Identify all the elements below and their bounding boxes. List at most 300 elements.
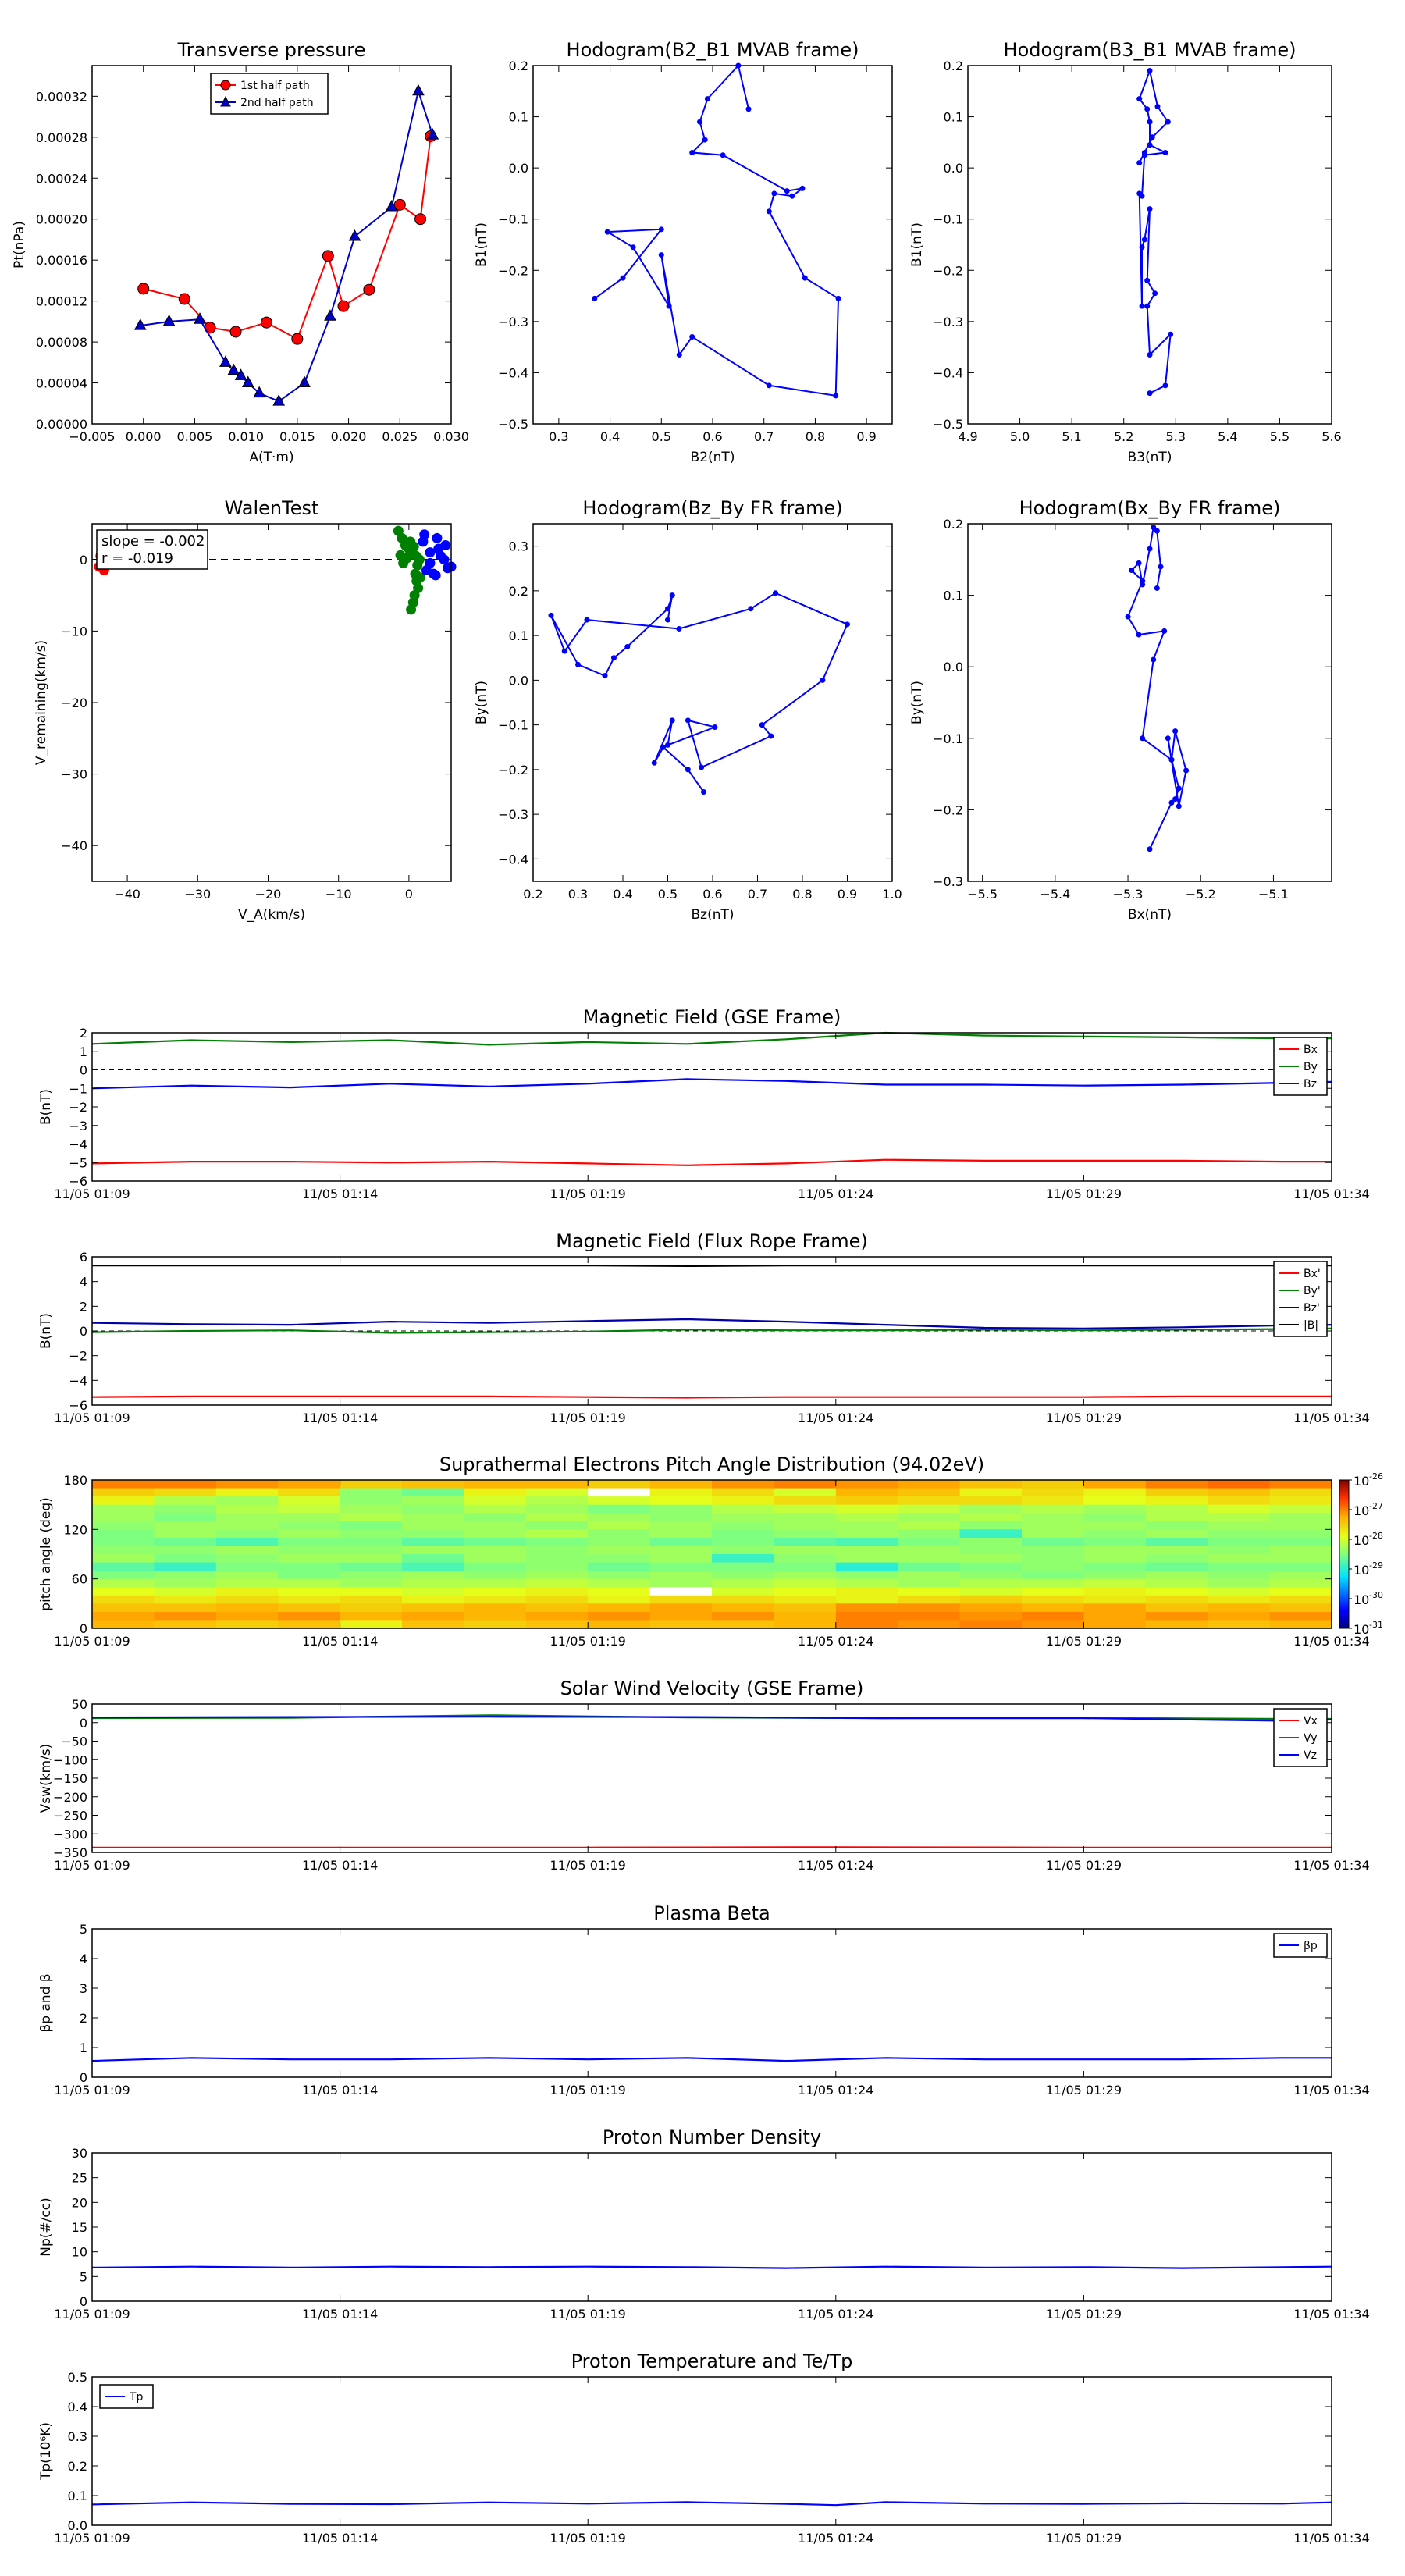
heatmap-cell xyxy=(402,1529,464,1538)
axes-frame xyxy=(92,524,451,881)
heatmap-cell xyxy=(92,1521,155,1530)
heatmap-cell xyxy=(588,1603,650,1612)
scatter-point xyxy=(413,583,423,593)
y-axis-label: Pt(nPa) xyxy=(12,221,27,269)
heatmap-cell xyxy=(1208,1587,1270,1596)
heatmap-cell xyxy=(464,1579,526,1588)
data-point xyxy=(338,301,349,311)
x-tick-label: 5.3 xyxy=(1165,429,1186,444)
heatmap-cell xyxy=(278,1620,340,1628)
heatmap-cell xyxy=(960,1538,1023,1546)
heatmap-cell xyxy=(1146,1612,1208,1621)
heatmap-cell xyxy=(216,1554,279,1563)
scatter-point xyxy=(409,542,419,552)
y-tick-label: −40 xyxy=(61,838,87,854)
heatmap-cell xyxy=(216,1496,279,1505)
scatter-point xyxy=(406,604,416,614)
heatmap-cell xyxy=(960,1603,1023,1612)
data-point xyxy=(1140,582,1145,587)
x-tick-label: 11/05 01:09 xyxy=(54,1858,130,1873)
x-tick-label: 0.3 xyxy=(567,887,589,902)
x-tick-label: 11/05 01:14 xyxy=(301,1634,379,1649)
heatmap-cell xyxy=(1146,1603,1208,1612)
heatmap-cell xyxy=(898,1579,960,1588)
series-line xyxy=(92,1079,1332,1088)
x-tick-label: −5.5 xyxy=(967,887,998,902)
colorbar-tick-exponent: -26 xyxy=(1369,1471,1383,1482)
y-tick-label: 4 xyxy=(79,1274,87,1290)
heatmap-cell xyxy=(898,1513,960,1521)
x-tick-label: −5.3 xyxy=(1112,887,1144,902)
x-tick-label: 11/05 01:14 xyxy=(301,1411,379,1425)
y-tick-label: 0 xyxy=(79,1062,87,1078)
heatmap-cell xyxy=(216,1505,279,1514)
heatmap-cell xyxy=(154,1538,216,1546)
heatmap-cell xyxy=(92,1505,155,1514)
data-point xyxy=(603,673,608,678)
heatmap-cell xyxy=(650,1480,713,1489)
heatmap-cell xyxy=(1146,1538,1208,1546)
data-point xyxy=(1176,803,1182,809)
heatmap-cell xyxy=(216,1579,279,1588)
heatmap-cell xyxy=(1083,1480,1146,1489)
data-point xyxy=(833,393,838,398)
x-tick-label: 11/05 01:24 xyxy=(798,2531,874,2546)
heatmap-cell xyxy=(340,1513,403,1521)
heatmap-cell xyxy=(1270,1587,1332,1596)
heatmap-cell xyxy=(402,1496,464,1505)
heatmap-cell xyxy=(1270,1496,1332,1505)
data-point xyxy=(820,678,825,683)
y-tick-label: 120 xyxy=(63,1522,87,1538)
heatmap-cell xyxy=(1208,1596,1270,1604)
y-tick-label: 5 xyxy=(79,2269,87,2285)
heatmap-cell xyxy=(1022,1538,1084,1546)
data-point xyxy=(631,244,636,250)
y-tick-label: −10 xyxy=(61,624,87,639)
heatmap-cell xyxy=(154,1620,216,1628)
heatmap-cell xyxy=(1146,1489,1208,1497)
series-line xyxy=(92,2502,1332,2505)
heatmap-cell xyxy=(898,1587,960,1596)
data-point xyxy=(712,724,717,730)
x-tick-label: 11/05 01:09 xyxy=(54,2083,130,2097)
x-tick-label: −5.2 xyxy=(1185,887,1216,902)
heatmap-cell xyxy=(464,1603,526,1612)
heatmap-cell xyxy=(278,1554,340,1563)
heatmap-cell xyxy=(836,1603,898,1612)
heatmap-cell xyxy=(1022,1603,1084,1612)
legend-label: Vy xyxy=(1304,1732,1318,1745)
heatmap-cell xyxy=(1270,1554,1332,1563)
heatmap-cell xyxy=(960,1571,1023,1579)
data-point xyxy=(164,315,175,326)
heatmap-cell xyxy=(340,1612,403,1621)
y-tick-label: 0.2 xyxy=(508,583,528,599)
heatmap-cell xyxy=(588,1546,650,1554)
y-axis-label: Np(#/cc) xyxy=(38,2197,54,2257)
x-tick-label: 11/05 01:14 xyxy=(301,2531,379,2546)
heatmap-cell xyxy=(898,1496,960,1505)
heatmap-cell xyxy=(1270,1538,1332,1546)
chart-title: Solar Wind Velocity (GSE Frame) xyxy=(560,1678,864,1699)
x-axis-label: V_A(km/s) xyxy=(237,907,306,923)
legend-label: βp xyxy=(1304,1940,1318,1952)
y-tick-label: 3 xyxy=(79,1981,87,1996)
heatmap-cell xyxy=(960,1496,1023,1505)
heatmap-cell xyxy=(526,1603,589,1612)
heatmap-cell xyxy=(836,1496,898,1505)
data-point xyxy=(746,106,752,112)
bgse-panel xyxy=(38,1006,1370,1201)
x-tick-label: 11/05 01:19 xyxy=(550,1411,626,1425)
data-point xyxy=(1154,528,1160,534)
heatmap-cell xyxy=(1146,1554,1208,1563)
heatmap-cell xyxy=(526,1538,589,1546)
heatmap-cell xyxy=(1146,1529,1208,1538)
data-point xyxy=(701,789,706,795)
x-tick-label: 0.9 xyxy=(856,429,877,444)
data-point xyxy=(836,296,841,301)
walen-panel xyxy=(34,497,457,923)
heatmap-cell xyxy=(712,1596,774,1604)
data-point xyxy=(415,214,426,225)
heatmap-cell xyxy=(960,1529,1023,1538)
x-axis-label: A(T·m) xyxy=(249,450,294,465)
y-axis-label: pitch angle (deg) xyxy=(38,1497,54,1611)
heatmap-cell xyxy=(836,1554,898,1563)
heatmap-cell xyxy=(960,1612,1023,1621)
heatmap-cell xyxy=(464,1513,526,1521)
data-point xyxy=(670,592,675,598)
heatmap-cell xyxy=(588,1505,650,1514)
heatmap-cell xyxy=(1022,1612,1084,1621)
data-point xyxy=(1147,390,1153,396)
heatmap-cell xyxy=(1270,1563,1332,1571)
data-point xyxy=(1140,304,1145,309)
heatmap-cell xyxy=(588,1571,650,1579)
x-tick-label: 5.6 xyxy=(1321,429,1342,444)
x-tick-label: −30 xyxy=(184,887,212,902)
heatmap-cell xyxy=(960,1563,1023,1571)
data-point xyxy=(1126,614,1131,620)
heatmap-cell xyxy=(1022,1489,1084,1497)
x-tick-label: 11/05 01:29 xyxy=(1045,1187,1122,1201)
heatmap-cell xyxy=(650,1496,713,1505)
heatmap-cell xyxy=(898,1554,960,1563)
heatmap-cell xyxy=(402,1571,464,1579)
data-point xyxy=(1136,560,1142,566)
series-line xyxy=(92,1329,1332,1333)
heatmap-cell xyxy=(402,1505,464,1514)
chart-title: Magnetic Field (GSE Frame) xyxy=(582,1006,841,1028)
heatmap-cell xyxy=(216,1612,279,1621)
y-tick-label: −50 xyxy=(61,1734,87,1749)
heatmap-cell xyxy=(960,1513,1023,1521)
y-tick-label: −0.4 xyxy=(498,852,528,867)
data-point xyxy=(1129,568,1134,573)
heatmap-cell xyxy=(340,1521,403,1530)
heatmap-cell xyxy=(340,1496,403,1505)
heatmap-cell xyxy=(464,1538,526,1546)
y-tick-label: −0.2 xyxy=(933,802,963,818)
y-tick-label: −6 xyxy=(69,1398,87,1413)
x-tick-label: 4.9 xyxy=(958,429,978,444)
heatmap-cell xyxy=(1146,1505,1208,1514)
chart-title: Transverse pressure xyxy=(177,39,366,61)
scatter-point xyxy=(419,529,429,539)
colorbar-tick-exponent: -30 xyxy=(1369,1590,1383,1600)
y-tick-label: 0 xyxy=(79,1715,87,1731)
heatmap-cell xyxy=(836,1505,898,1514)
colorbar-tick-label: 10 xyxy=(1353,1563,1370,1578)
heatmap-cell xyxy=(898,1480,960,1489)
colorbar-tick-label: 10 xyxy=(1353,1533,1370,1548)
heatmap-cell xyxy=(774,1596,836,1604)
heatmap-cell xyxy=(1146,1521,1208,1530)
heatmap-cell xyxy=(836,1538,898,1546)
y-tick-label: 10 xyxy=(71,2244,87,2260)
annotation-text: slope = -0.002 xyxy=(101,533,205,550)
y-tick-label: −0.1 xyxy=(933,212,963,227)
y-tick-label: 0.2 xyxy=(943,517,963,532)
heatmap-cell xyxy=(1270,1521,1332,1530)
y-tick-label: −0.3 xyxy=(933,314,963,329)
data-point xyxy=(759,722,765,728)
heatmap-cell xyxy=(960,1521,1023,1530)
heatmap-cell xyxy=(154,1587,216,1596)
heatmap-cell xyxy=(898,1538,960,1546)
heatmap-cell xyxy=(960,1620,1023,1628)
data-point xyxy=(685,767,691,772)
y-axis-label: Tp(10⁶K) xyxy=(38,2421,54,2481)
y-tick-label: 0.00008 xyxy=(35,335,87,350)
heatmap-cell xyxy=(960,1546,1023,1554)
x-tick-label: −0.005 xyxy=(69,429,116,444)
heatmap-cell xyxy=(526,1496,589,1505)
data-point xyxy=(1172,728,1178,734)
heatmap-cell xyxy=(898,1521,960,1530)
heatmap-cell xyxy=(774,1496,836,1505)
heatmap-cell xyxy=(836,1620,898,1628)
heatmap-cell xyxy=(836,1571,898,1579)
y-tick-label: 0.00020 xyxy=(35,212,87,227)
heatmap-cell xyxy=(402,1513,464,1521)
heatmap-cell xyxy=(1270,1612,1332,1621)
heatmap-cell xyxy=(836,1489,898,1497)
heatmap-cell xyxy=(588,1521,650,1530)
data-point xyxy=(1136,96,1142,101)
x-tick-label: 0.6 xyxy=(702,429,723,444)
heatmap-cell xyxy=(960,1505,1023,1514)
heatmap-cell xyxy=(1146,1496,1208,1505)
heatmap-cell xyxy=(774,1612,836,1621)
heatmap-cell xyxy=(340,1505,403,1514)
x-tick-label: 0.4 xyxy=(613,887,633,902)
data-point xyxy=(652,760,657,766)
data-point xyxy=(230,326,241,337)
axes-frame xyxy=(92,1033,1332,1181)
heatmap-cell xyxy=(836,1579,898,1588)
x-tick-label: −40 xyxy=(114,887,140,902)
x-tick-label: 5.4 xyxy=(1218,429,1238,444)
heatmap-cell xyxy=(278,1480,340,1489)
x-tick-label: 11/05 01:29 xyxy=(1045,2307,1122,2322)
data-point xyxy=(1165,119,1171,125)
data-point xyxy=(1172,796,1178,802)
y-tick-label: 0.1 xyxy=(943,109,963,125)
x-tick-label: 11/05 01:34 xyxy=(1293,1634,1370,1649)
data-point xyxy=(800,186,806,191)
data-point xyxy=(705,96,710,101)
heatmap-cell xyxy=(1146,1513,1208,1521)
hod4-panel xyxy=(909,497,1332,923)
heatmap-cell xyxy=(278,1596,340,1604)
y-tick-label: −0.2 xyxy=(498,263,528,279)
series-line xyxy=(92,2267,1332,2268)
data-point xyxy=(1168,757,1174,763)
heatmap-cell xyxy=(774,1563,836,1571)
heatmap-cell xyxy=(1083,1505,1146,1514)
scatter-point xyxy=(412,560,422,571)
y-tick-label: 0 xyxy=(79,1324,87,1339)
heatmap-cell xyxy=(898,1563,960,1571)
series-line xyxy=(92,2058,1332,2061)
data-point xyxy=(1147,142,1153,148)
data-point xyxy=(1165,735,1171,741)
heatmap-cell xyxy=(340,1538,403,1546)
heatmap-cell xyxy=(898,1603,960,1612)
x-tick-label: 0.015 xyxy=(279,429,315,444)
bfr-panel xyxy=(38,1230,1370,1425)
y-tick-label: 2 xyxy=(79,1026,87,1041)
heatmap-cell xyxy=(836,1546,898,1554)
heatmap-cell xyxy=(216,1529,279,1538)
heatmap-cell xyxy=(154,1505,216,1514)
x-tick-label: −5.4 xyxy=(1040,887,1071,902)
y-tick-label: −0.4 xyxy=(933,365,963,381)
axes-frame xyxy=(968,524,1332,881)
x-tick-label: 11/05 01:24 xyxy=(798,1411,874,1425)
x-tick-label: 0.2 xyxy=(523,887,543,902)
heatmap-cell xyxy=(1022,1596,1084,1604)
x-tick-label: 11/05 01:09 xyxy=(54,1187,130,1201)
heatmap-cell xyxy=(92,1612,155,1621)
heatmap-cell xyxy=(960,1587,1023,1596)
heatmap-cell xyxy=(712,1620,774,1628)
data-point xyxy=(1162,150,1168,155)
heatmap-cell xyxy=(154,1521,216,1530)
y-tick-label: −2 xyxy=(69,1100,87,1115)
y-tick-label: 1 xyxy=(79,1044,87,1059)
data-point xyxy=(689,150,695,155)
hod3-panel xyxy=(474,497,902,923)
heatmap-cell xyxy=(216,1480,279,1489)
heatmap-cell xyxy=(1208,1513,1270,1521)
y-tick-label: 180 xyxy=(63,1473,87,1488)
data-point xyxy=(1136,632,1142,637)
heatmap-cell xyxy=(1208,1529,1270,1538)
y-tick-label: −350 xyxy=(53,1845,87,1860)
x-axis-label: B2(nT) xyxy=(690,450,735,465)
y-tick-label: −4 xyxy=(69,1373,87,1389)
data-point xyxy=(1150,134,1155,140)
heatmap-cell xyxy=(216,1603,279,1612)
heatmap-cell xyxy=(154,1571,216,1579)
heatmap-cell xyxy=(464,1521,526,1530)
heatmap-cell xyxy=(836,1596,898,1604)
heatmap-cell xyxy=(1146,1579,1208,1588)
heatmap-cell xyxy=(154,1603,216,1612)
x-tick-label: 0.5 xyxy=(657,887,678,902)
heatmap-cell xyxy=(1022,1571,1084,1579)
chart-title: Magnetic Field (Flux Rope Frame) xyxy=(556,1230,868,1252)
heatmap-cell xyxy=(898,1529,960,1538)
heatmap-cell xyxy=(526,1489,589,1497)
heatmap-cell xyxy=(526,1521,589,1530)
heatmap-cell xyxy=(1146,1563,1208,1571)
heatmap-cell xyxy=(526,1513,589,1521)
data-point xyxy=(138,283,149,294)
series-line xyxy=(1140,71,1171,393)
y-tick-label: 0 xyxy=(79,552,87,568)
x-tick-label: 11/05 01:14 xyxy=(301,2083,379,2097)
heatmap-cell xyxy=(216,1620,279,1628)
data-point xyxy=(665,606,670,611)
heatmap-cell xyxy=(1022,1480,1084,1489)
legend-label: By' xyxy=(1304,1285,1321,1297)
y-tick-label: 50 xyxy=(71,1697,87,1712)
heatmap-cell xyxy=(712,1538,774,1546)
heatmap-cell xyxy=(216,1513,279,1521)
heatmap-cell xyxy=(340,1620,403,1628)
y-tick-label: 0.3 xyxy=(508,539,528,554)
heatmap-cell xyxy=(464,1489,526,1497)
heatmap-cell xyxy=(1208,1563,1270,1571)
y-axis-label: By(nT) xyxy=(474,680,489,725)
heatmap-cell xyxy=(340,1571,403,1579)
x-tick-label: 11/05 01:34 xyxy=(1293,1858,1370,1873)
y-tick-label: 0.1 xyxy=(508,628,528,644)
data-point xyxy=(845,621,850,627)
heatmap-cell xyxy=(588,1563,650,1571)
data-point xyxy=(179,294,190,304)
x-tick-label: 5.5 xyxy=(1269,429,1290,444)
y-tick-label: −1 xyxy=(69,1081,87,1097)
x-tick-label: 11/05 01:19 xyxy=(550,2531,626,2546)
series-line xyxy=(595,66,838,396)
heatmap-cell xyxy=(340,1554,403,1563)
y-tick-label: 0 xyxy=(79,2294,87,2309)
scatter-point xyxy=(440,540,450,550)
y-axis-label: B(nT) xyxy=(38,1312,54,1350)
heatmap-cell xyxy=(898,1620,960,1628)
x-tick-label: 11/05 01:14 xyxy=(301,1858,379,1873)
series-line xyxy=(92,1319,1332,1329)
heatmap-cell xyxy=(464,1620,526,1628)
x-tick-label: 0.7 xyxy=(747,887,768,902)
heatmap-cell xyxy=(774,1554,836,1563)
heatmap-cell xyxy=(898,1596,960,1604)
heatmap-cell xyxy=(1208,1603,1270,1612)
heatmap-cell xyxy=(650,1505,713,1514)
heatmap-cell xyxy=(774,1480,836,1489)
heatmap-cell xyxy=(836,1563,898,1571)
heatmap-cell xyxy=(960,1480,1023,1489)
np-panel xyxy=(38,2126,1370,2322)
heatmap-cell xyxy=(588,1554,650,1563)
heatmap-cell xyxy=(1022,1579,1084,1588)
